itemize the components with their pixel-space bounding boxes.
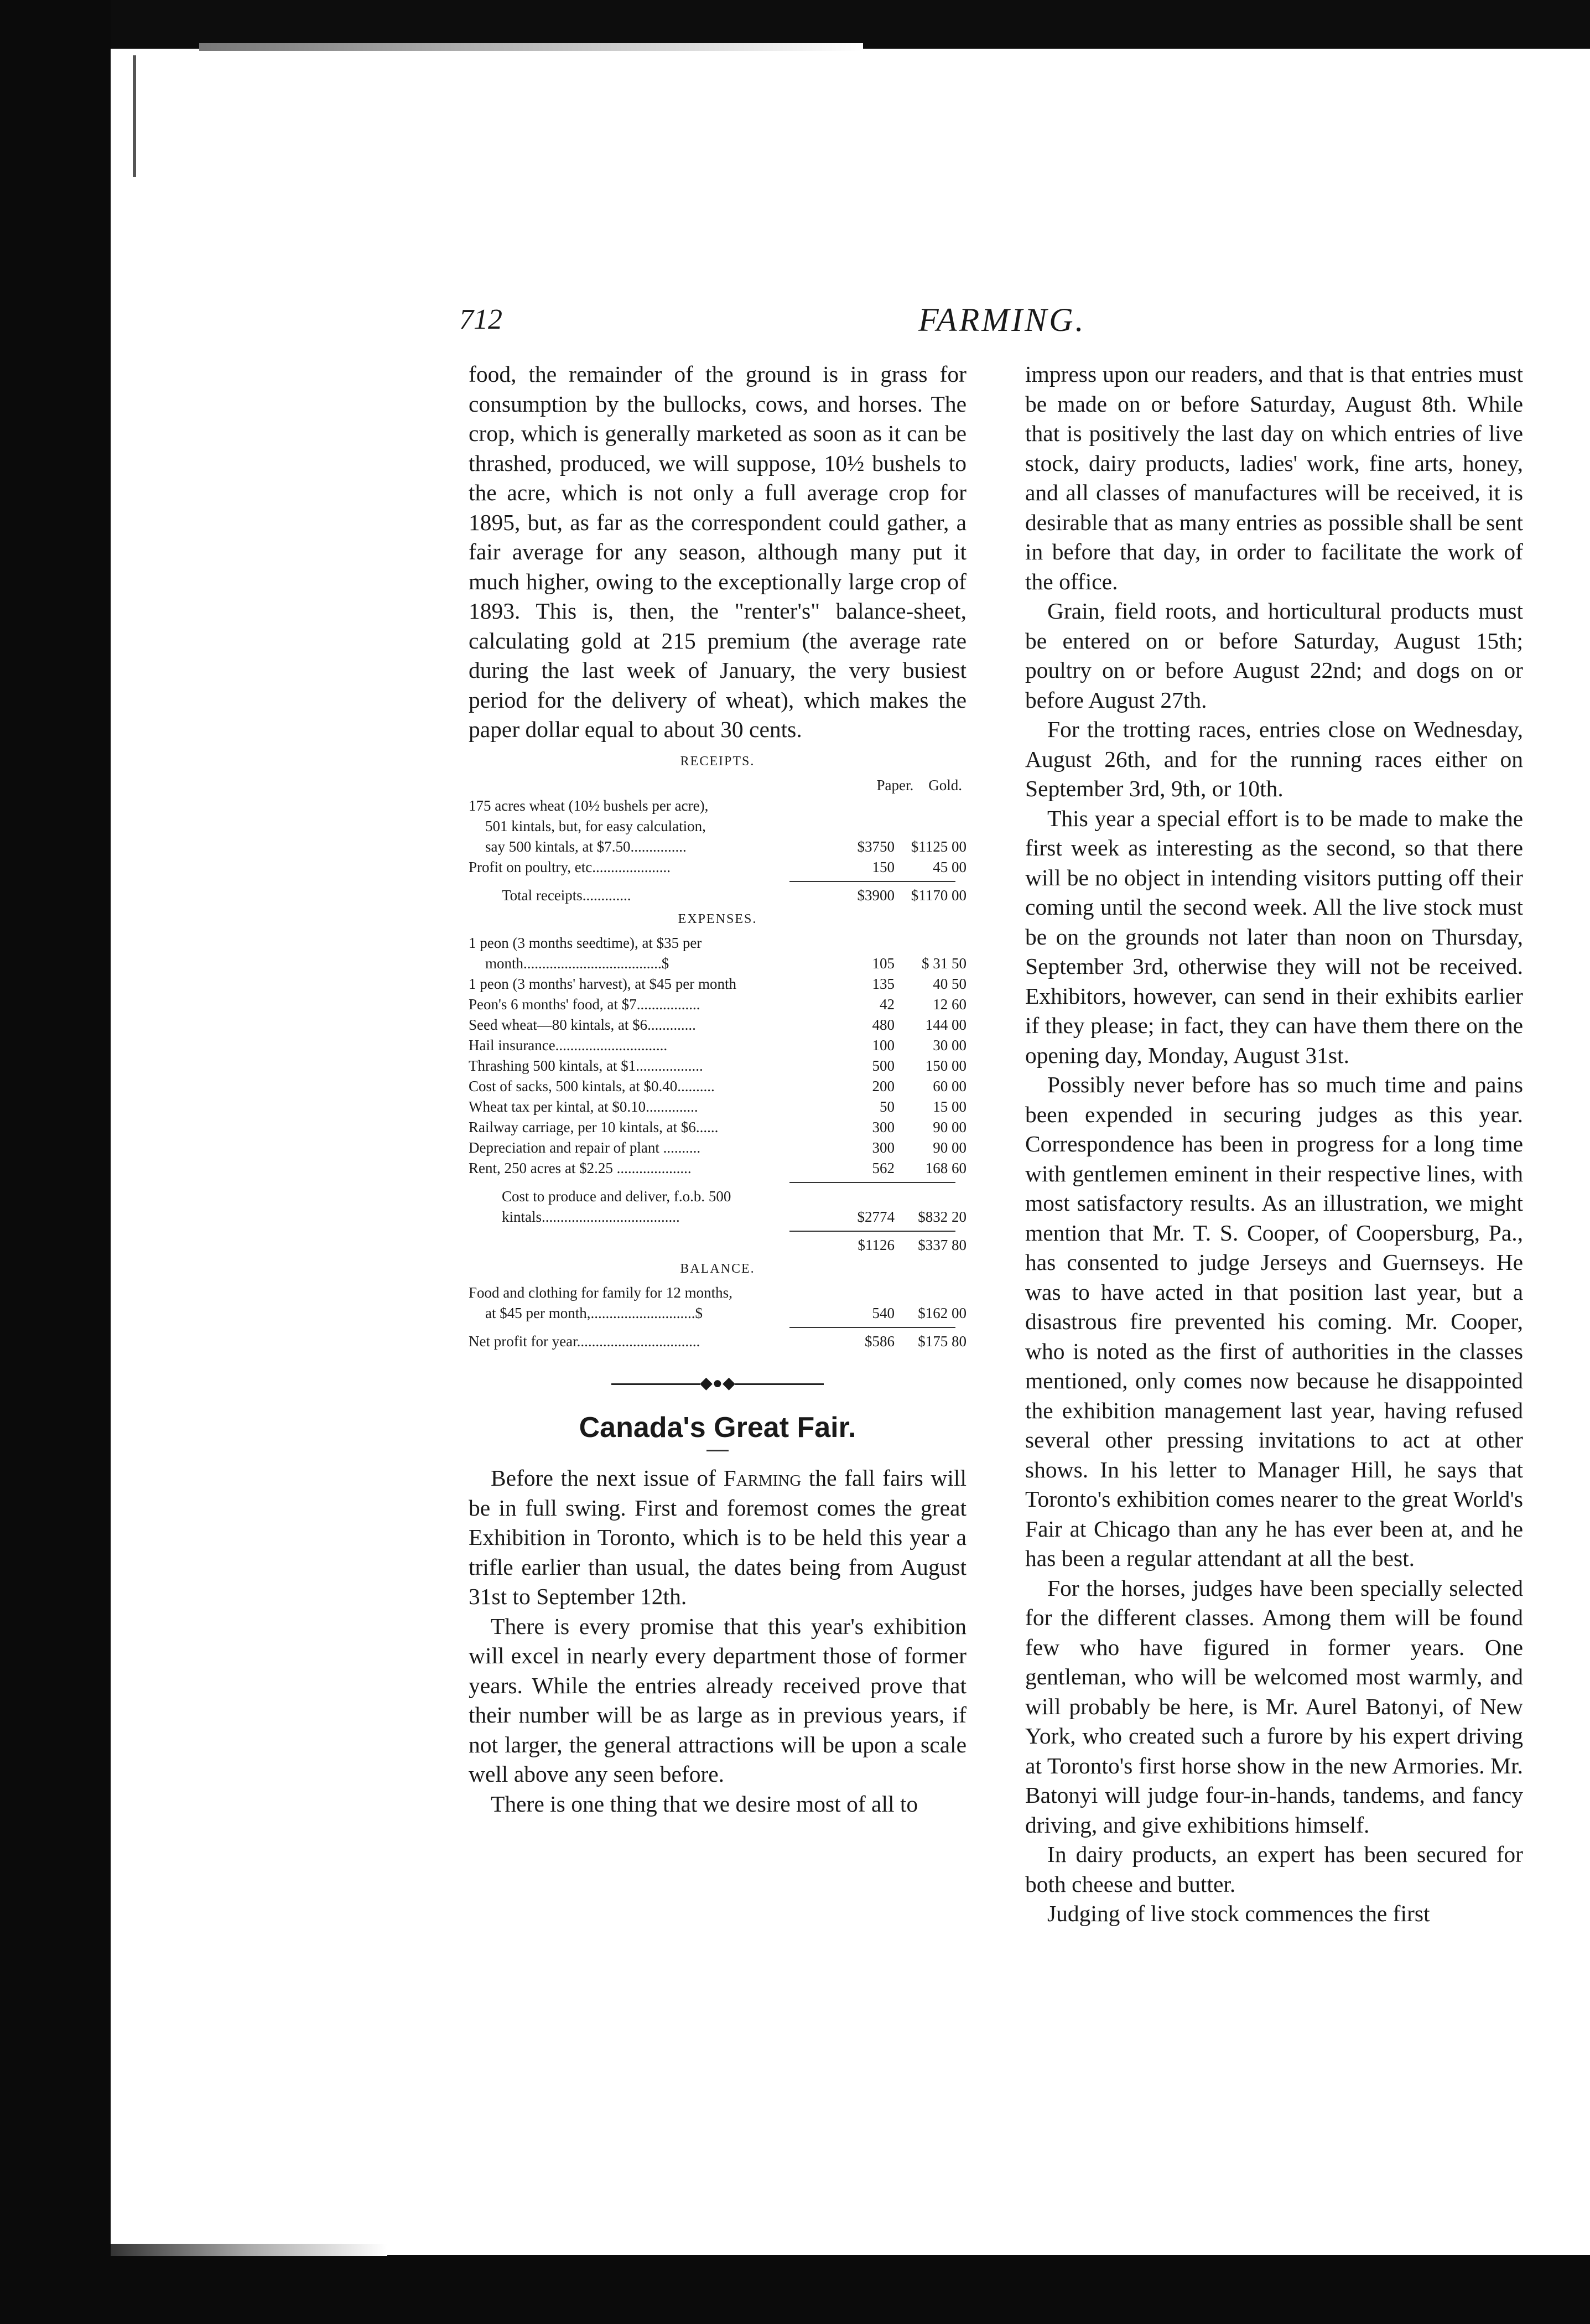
total-row: Total receipts............. $3900 $1170 00 <box>502 886 967 904</box>
paragraph: There is every promise that this year's exhibition will excel in nearly every department those of former years. While the entries already received prove that their number will be as large as in previous years, if not larger, the general attractions will be upon a scale well above any seen before. <box>469 1613 967 1787</box>
column-headers <box>469 775 967 796</box>
scan-border-top-fade <box>199 43 863 51</box>
scan-border-top <box>111 0 1590 49</box>
expense-row: Wheat tax per kintal, at $0.10.............. 50 15 00 <box>469 1098 967 1115</box>
account-row: Cost to produce and deliver, f.o.b. 500 <box>502 1187 731 1205</box>
total-row: Net profit for year................................. $586 $175 80 <box>469 1332 967 1350</box>
right-column <box>1025 360 1523 1929</box>
sum-rule <box>789 1231 955 1232</box>
paragraph: Possibly never before has so much time and pains been expended in securing judges as this year. Correspondence has been in progress for a long time with gentlemen eminent in their respective lines, with most satisfactory results. As an illustration, we might mention that Mr. T. S. Cooper, of Coopersburg, Pa., has consented to judge Jerseys and Guernseys. He was to have acted in that position last year, but a disastrous fire prevented his coming. Mr. Cooper, who is noted as the first of authorities in the classes mentioned, only comes now because he disappointed the exhibition management last year, having refused several other pressing invitations to act at other shows. In his letter to Manager Hill, he says that Toronto's exhibition comes nearer to the great World's Fair at Chicago than any he has ever been at, and he has been a regular attendant at all the best. <box>1025 1072 1523 1571</box>
scan-border-left <box>0 0 111 2324</box>
paragraph: There is one thing that we desire most of all to <box>491 1791 918 1817</box>
title-dash <box>706 1450 729 1451</box>
account-row: Food and clothing for family for 12 months, <box>469 1284 732 1301</box>
magazine-name: Farming <box>723 1465 802 1491</box>
expense-row: Peon's 6 months' food, at $7................. 42 12 60 <box>469 995 967 1013</box>
sum-rule <box>789 881 955 882</box>
expense-row: Seed wheat—80 kintals, at $6............. 480 144 00 <box>469 1016 967 1033</box>
paragraph: Before the next issue of Farming the fall fairs will be in full swing. First and foremost comes the great Exhibition in Toronto, which is to be held this year a trifle earlier than usual, the dates being from August 31st to September 12th. <box>469 1465 967 1609</box>
paragraph: This year a special effort is to be made to make the first week as interesting as the second, so that there will be no object in intending visitors putting off their coming until the second week. All the live stock must be on the grounds not later than noon on Thursday, September 3rd, otherwise they will not be received. Exhibitors, however, can send in their exhibits earlier if they please; in fact, they can have them there on the opening day, Monday, August 31st. <box>1025 805 1523 1068</box>
running-title: FARMING. <box>918 302 1086 338</box>
paragraph: In dairy products, an expert has been secured for both cheese and butter. <box>1025 1841 1523 1897</box>
page-number: 712 <box>459 304 502 335</box>
section-ornament: ◆●◆ <box>469 1368 967 1398</box>
scan-edge-mark <box>133 55 136 177</box>
expense-row: 1 peon (3 months' harvest), at $45 per month 135 40 50 <box>469 975 967 992</box>
paragraph: impress upon our readers, and that is that entries must be made on or before Saturday, August 8th. While that is positively the last day on which entries of live stock, dairy products, ladies' work, fine arts, honey, and all classes of manufactures will be received, it is desirable that as many entries as possible shall be sent in before that day, in order to facilitate the work of the office. <box>1025 361 1523 594</box>
sum-rule <box>789 1182 955 1183</box>
expense-row: Thrashing 500 kintals, at $1.................. 500 150 00 <box>469 1057 967 1074</box>
paragraph: For the trotting races, entries close on Wednesday, August 26th, and for the running races either on September 3rd, 9th, or 10th. <box>1025 717 1523 801</box>
column-paper: Paper. <box>876 776 914 793</box>
expenses-heading: EXPENSES. <box>678 911 757 926</box>
receipts-heading: RECEIPTS. <box>680 754 755 769</box>
expense-row: Depreciation and repair of plant .......... 300 90 00 <box>469 1139 967 1156</box>
paragraph: Judging of live stock commences the first <box>1047 1901 1430 1926</box>
paragraph: Grain, field roots, and horticultural products must be entered on or before Saturday, August 15th; poultry on or before August 22nd; and dogs on or before August 27th. <box>1025 598 1523 713</box>
expense-row: Rent, 250 acres at $2.25 .................... 562 168 60 <box>469 1159 967 1176</box>
scan-border-bottom <box>0 2255 1590 2324</box>
total-row: $1126 $337 80 <box>858 1236 967 1253</box>
page-header <box>459 303 1510 347</box>
expense-row: 1 peon (3 months seedtime), at $35 per <box>469 934 702 951</box>
paragraph: For the horses, judges have been specially selected for the different classes. Among them will be found few who have figured in former years. One gentleman, who will be welcomed most warmly, and will probably be here, is Mr. Aurel Batonyi, of New York, who created such a furore by his expert driving at Toronto's first horse show in the new Armories. Mr. Batonyi will judge four-in-hands, tandems, and fancy driving, and give exhibitions himself. <box>1025 1575 1523 1838</box>
account-row: say 500 kintals, at $7.50............... $3750 $1125 00 <box>485 838 967 855</box>
expense-row: month.....................................$ 105 $ 31 50 <box>485 954 967 972</box>
expense-row: Cost of sacks, 500 kintals, at $0.40.......... 200 60 00 <box>469 1077 967 1094</box>
left-column <box>469 360 967 1819</box>
balance-sheet <box>469 751 967 1352</box>
account-row: 175 acres wheat (10½ bushels per acre), <box>469 797 709 814</box>
account-row: Profit on poultry, etc..................... 150 45 00 <box>469 858 967 875</box>
account-row: 501 kintals, but, for easy calculation, <box>485 817 706 834</box>
column-gold: Gold. <box>928 776 962 793</box>
sum-rule <box>789 1327 955 1328</box>
scan-border-bottom-fade <box>111 2244 387 2256</box>
article-title: Canada's Great Fair. <box>579 1412 856 1444</box>
expense-row: Railway carriage, per 10 kintals, at $6...... 300 90 00 <box>469 1118 967 1135</box>
account-row: at $45 per month,............................$ 540 $162 00 <box>485 1304 967 1321</box>
expense-row: Hail insurance.............................. 100 30 00 <box>469 1036 967 1054</box>
balance-heading: BALANCE. <box>680 1261 755 1276</box>
expense-rows <box>469 933 967 1179</box>
paragraph: food, the remainder of the ground is in grass for consumption by the bullocks, cows, and horses. The crop, which is generally marketed as soon as it can be thrashed, produced, we will suppose, 10½ bushels to the acre, which is not only a full average crop for 1895, but, as far as the correspondent could gather, a fair average for any season, although many put it much higher, owing to the exceptionally large crop of 1893. This is, then, the "renter's" balance-sheet, calculating gold at 215 premium (the average rate during the last week of January, the very busiest period for the delivery of wheat), which makes the paper dollar equal to about 30 cents. <box>469 361 967 742</box>
account-row: kintals..................................... $2774 $832 20 <box>502 1208 967 1225</box>
